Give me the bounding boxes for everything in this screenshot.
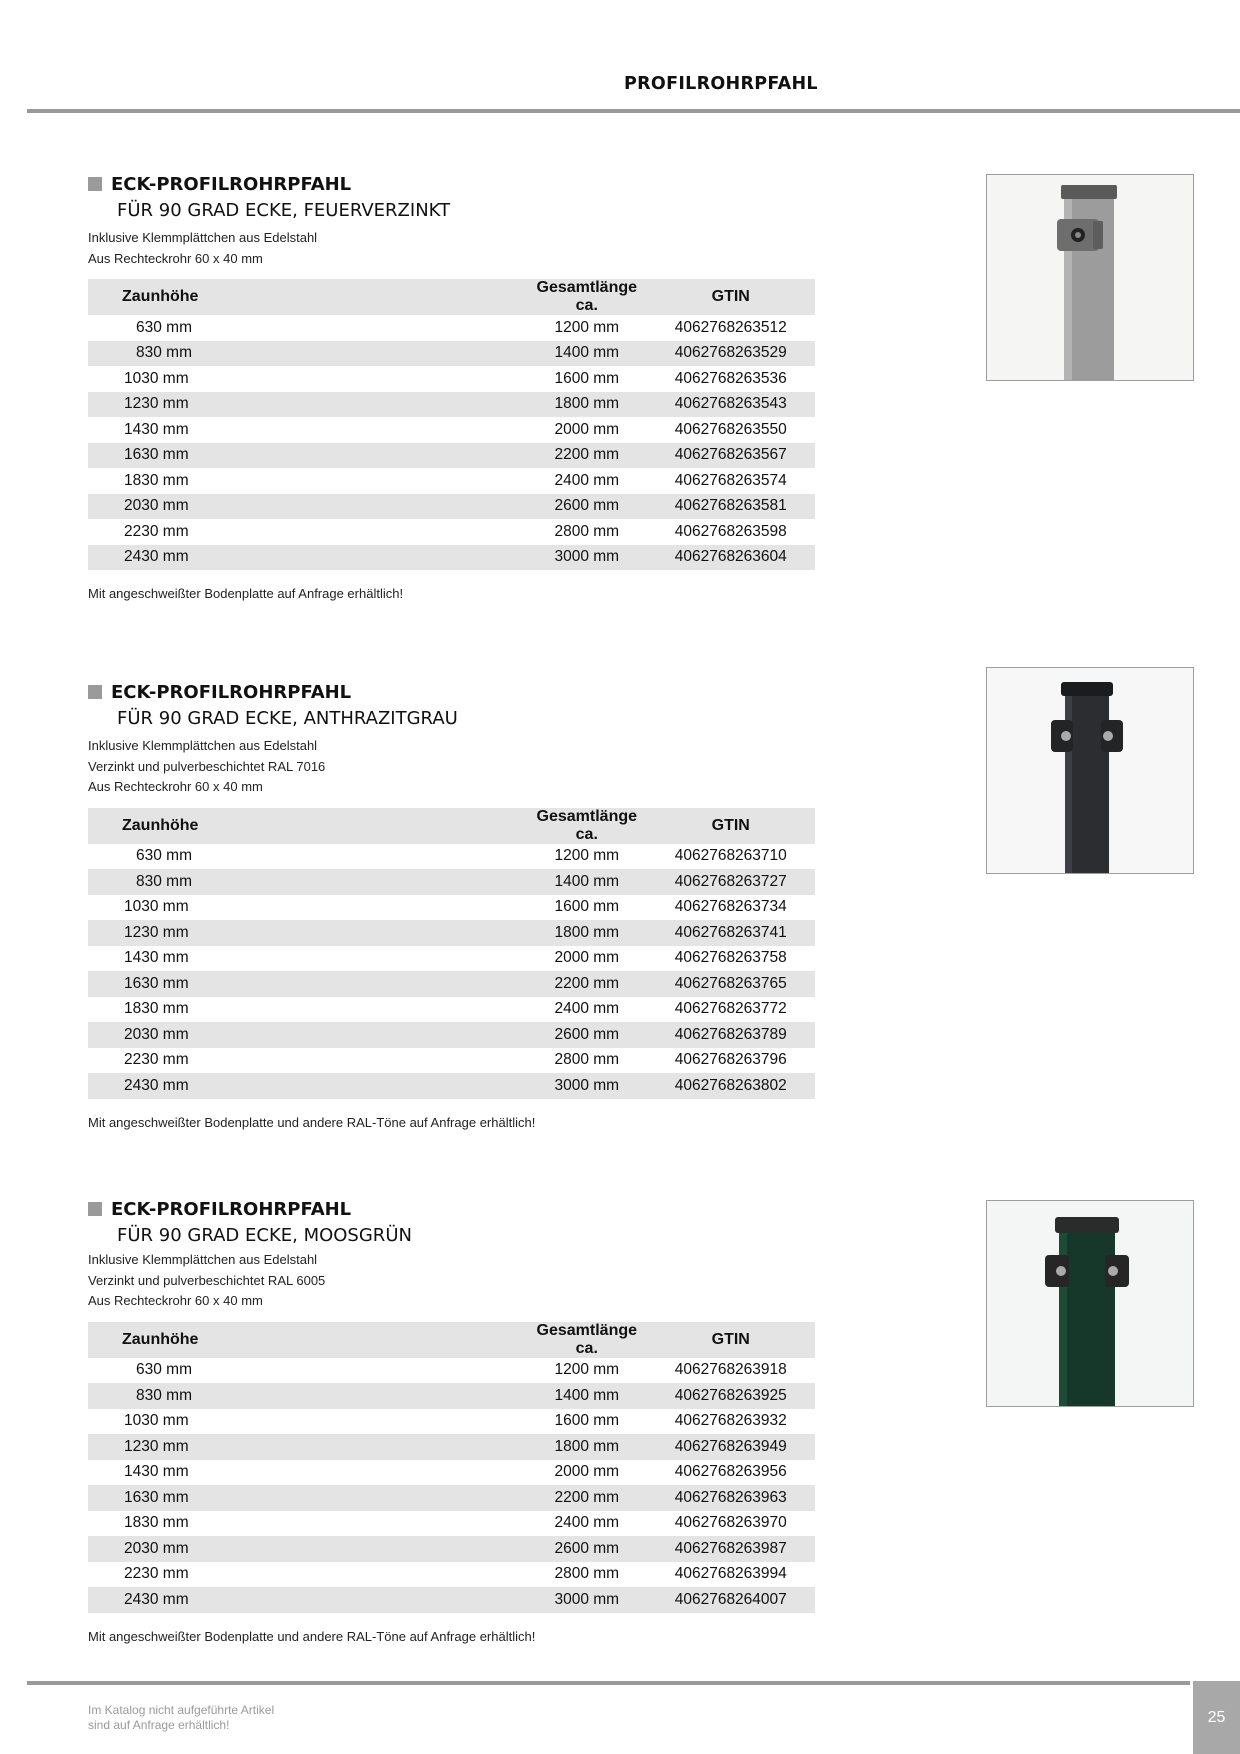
table-row [88, 468, 815, 494]
column-header-gtin: GTIN [647, 279, 815, 315]
length-cell: 3000 mm [527, 1587, 646, 1613]
gtin-cell: 4062768263765 [647, 971, 815, 997]
section-note: Mit angeschweißter Bodenplatte auf Anfrage erhältlich! [88, 586, 404, 601]
length-cell: 1600 mm [554, 898, 620, 916]
description-line: Aus Rechteckrohr 60 x 40 mm [88, 1293, 263, 1308]
square-bullet-icon [88, 177, 102, 191]
footer-divider [27, 1681, 1190, 1685]
table-row [88, 1022, 815, 1048]
gtin-cell: 4062768263550 [674, 420, 787, 438]
length-cell: 2600 mm [527, 1536, 646, 1562]
description-line: Aus Rechteckrohr 60 x 40 mm [88, 250, 263, 266]
height-cell: 1630 mm [88, 971, 527, 997]
length-cell: 1200 mm [554, 318, 620, 336]
height-cell: 830 mm [88, 869, 527, 895]
height-cell: 1030 mm [124, 369, 189, 387]
table-row [88, 946, 815, 972]
section-title-text: ECK-PROFILROHRPFAHL [111, 173, 352, 195]
section-description [88, 736, 816, 798]
page-number: 25 [1193, 1681, 1240, 1754]
description-line: Inklusive Klemmplättchen aus Edelstahl [88, 230, 318, 245]
length-cell: 2400 mm [554, 1000, 620, 1018]
gtin-cell: 4062768263567 [647, 443, 815, 469]
length-cell: 2600 mm [527, 494, 646, 520]
section-title-text: ECK-PROFILROHRPFAHL [111, 681, 352, 703]
height-cell: 830 mm [88, 341, 527, 367]
length-cell: 1400 mm [527, 869, 646, 895]
length-cell: 1800 mm [527, 920, 646, 946]
table-row [88, 1511, 815, 1537]
footer-note-line: sind auf Anfrage erhältlich! [88, 1718, 230, 1732]
height-cell: 2430 mm [88, 1073, 527, 1099]
height-cell: 1830 mm [124, 1514, 189, 1532]
section-note: Mit angeschweißter Bodenplatte und andere RAL-Töne auf Anfrage erhältlich! [88, 1114, 536, 1130]
table-row [88, 1358, 815, 1384]
gtin-cell: 4062768263925 [647, 1383, 815, 1409]
height-cell: 1430 mm [124, 949, 189, 967]
table-row [88, 1562, 815, 1588]
length-cell: 2200 mm [527, 1485, 646, 1511]
gtin-cell: 4062768263536 [674, 369, 787, 387]
table-row [88, 920, 815, 946]
table-row [88, 1409, 815, 1435]
product-section-moss-green [88, 1197, 816, 1644]
table-row [88, 844, 815, 870]
column-header-height: Zaunhöhe [88, 279, 527, 315]
height-cell: 2030 mm [88, 1536, 527, 1562]
height-cell: 1430 mm [124, 420, 189, 438]
section-note: Mit angeschweißter Bodenplatte und andere RAL-Töne auf Anfrage erhältlich! [88, 1628, 536, 1644]
gtin-cell: 4062768263710 [674, 847, 787, 865]
height-cell: 1030 mm [124, 898, 189, 916]
product-image-galvanized [986, 174, 1194, 381]
height-cell: 1230 mm [88, 920, 527, 946]
height-cell: 2030 mm [88, 1022, 527, 1048]
spec-table [88, 1322, 815, 1613]
table-row [88, 1460, 815, 1486]
height-cell: 1830 mm [124, 1000, 189, 1018]
height-cell: 630 mm [136, 318, 192, 336]
gtin-cell: 4062768263581 [647, 494, 815, 520]
section-subtitle: FÜR 90 GRAD ECKE, ANTHRAZITGRAU [117, 708, 458, 729]
product-section-galvanized [88, 172, 816, 601]
section-title [88, 172, 816, 196]
table-header-row [88, 279, 815, 315]
table-row [88, 545, 815, 571]
spec-table [88, 808, 815, 1099]
product-section-anthracite [88, 680, 816, 1130]
section-subtitle: FÜR 90 GRAD ECKE, FEUERVERZINKT [117, 200, 451, 221]
column-header-length: Gesamtlänge ca. [527, 279, 646, 315]
column-header-gtin: GTIN [647, 808, 815, 844]
gtin-cell: 4062768263789 [647, 1022, 815, 1048]
table-row [88, 997, 815, 1023]
gtin-cell: 4062768263956 [674, 1463, 787, 1481]
gtin-cell: 4062768263918 [674, 1361, 787, 1379]
table-row [88, 1485, 815, 1511]
column-header-height: Zaunhöhe [88, 1322, 527, 1358]
description-line: Verzinkt und pulverbeschichtet RAL 6005 [88, 1272, 326, 1288]
table-row [88, 1048, 815, 1074]
length-cell: 1400 mm [527, 341, 646, 367]
page-header-title: PROFILROHRPFAHL [624, 74, 818, 94]
gtin-cell: 4062768263802 [647, 1073, 815, 1099]
height-cell: 2230 mm [124, 1565, 189, 1583]
length-cell: 1200 mm [554, 1361, 620, 1379]
length-cell: 3000 mm [527, 545, 646, 571]
post-cap [1061, 185, 1117, 199]
table-header-row [88, 808, 815, 844]
height-cell: 1230 mm [88, 392, 527, 418]
gtin-cell: 4062768263970 [674, 1514, 787, 1532]
section-description [88, 228, 816, 269]
height-cell: 1030 mm [124, 1412, 189, 1430]
section-title [88, 680, 816, 704]
square-bullet-icon [88, 1202, 102, 1216]
table-row [88, 417, 815, 443]
height-cell: 1630 mm [88, 1485, 527, 1511]
gtin-cell: 4062768263598 [674, 522, 787, 540]
footer-note-line: Im Katalog nicht aufgeführte Artikel [88, 1703, 275, 1717]
height-cell: 830 mm [88, 1383, 527, 1409]
table-row [88, 869, 815, 895]
length-cell: 2200 mm [527, 443, 646, 469]
gtin-cell: 4062768263604 [647, 545, 815, 571]
length-cell: 2800 mm [554, 1565, 620, 1583]
gtin-cell: 4062768263574 [674, 471, 787, 489]
header-divider [27, 109, 1240, 113]
length-cell: 1400 mm [527, 1383, 646, 1409]
length-cell: 2400 mm [554, 1514, 620, 1532]
gtin-cell: 4062768264007 [647, 1587, 815, 1613]
height-cell: 630 mm [136, 1361, 192, 1379]
gtin-cell: 4062768263772 [674, 1000, 787, 1018]
length-cell: 2800 mm [554, 522, 620, 540]
table-row [88, 1383, 815, 1409]
length-cell: 3000 mm [527, 1073, 646, 1099]
section-title [88, 1197, 816, 1221]
gtin-cell: 4062768263512 [674, 318, 787, 336]
gtin-cell: 4062768263543 [647, 392, 815, 418]
table-row [88, 366, 815, 392]
length-cell: 1200 mm [554, 847, 620, 865]
gtin-cell: 4062768263796 [674, 1051, 787, 1069]
height-cell: 1230 mm [88, 1434, 527, 1460]
table-row [88, 315, 815, 341]
height-cell: 2230 mm [124, 1051, 189, 1069]
table-row [88, 392, 815, 418]
table-row [88, 494, 815, 520]
length-cell: 1600 mm [554, 1412, 620, 1430]
gtin-cell: 4062768263741 [647, 920, 815, 946]
column-header-length: Gesamtlänge ca. [527, 808, 646, 844]
height-cell: 1630 mm [88, 443, 527, 469]
description-line: Aus Rechteckrohr 60 x 40 mm [88, 779, 263, 794]
post-cap [1055, 1217, 1119, 1233]
table-row [88, 895, 815, 921]
description-line: Verzinkt und pulverbeschichtet RAL 7016 [88, 758, 326, 774]
height-cell: 630 mm [136, 847, 192, 865]
height-cell: 2430 mm [88, 1587, 527, 1613]
length-cell: 2000 mm [554, 949, 620, 967]
length-cell: 2800 mm [554, 1051, 620, 1069]
height-cell: 2230 mm [124, 522, 189, 540]
square-bullet-icon [88, 685, 102, 699]
section-description [88, 1250, 816, 1312]
table-row [88, 1536, 815, 1562]
product-image-anthracite [986, 667, 1194, 874]
length-cell: 2600 mm [527, 1022, 646, 1048]
height-cell: 1830 mm [124, 471, 189, 489]
gtin-cell: 4062768263994 [674, 1565, 787, 1583]
length-cell: 1600 mm [554, 369, 620, 387]
section-title-text: ECK-PROFILROHRPFAHL [111, 1198, 352, 1220]
length-cell: 1800 mm [527, 1434, 646, 1460]
gtin-cell: 4062768263734 [674, 898, 787, 916]
description-line: Inklusive Klemmplättchen aus Edelstahl [88, 1252, 318, 1267]
table-row [88, 1587, 815, 1613]
table-row [88, 1073, 815, 1099]
column-header-gtin: GTIN [647, 1322, 815, 1358]
spec-table [88, 279, 815, 570]
gtin-cell: 4062768263529 [647, 341, 815, 367]
gtin-cell: 4062768263963 [647, 1485, 815, 1511]
gtin-cell: 4062768263987 [647, 1536, 815, 1562]
length-cell: 2000 mm [554, 1463, 620, 1481]
description-line: Inklusive Klemmplättchen aus Edelstahl [88, 738, 318, 753]
gtin-cell: 4062768263758 [674, 949, 787, 967]
table-row [88, 341, 815, 367]
table-row [88, 971, 815, 997]
height-cell: 2430 mm [88, 545, 527, 571]
height-cell: 2030 mm [88, 494, 527, 520]
length-cell: 2000 mm [554, 420, 620, 438]
height-cell: 1430 mm [124, 1463, 189, 1481]
gtin-cell: 4062768263727 [647, 869, 815, 895]
section-subtitle: FÜR 90 GRAD ECKE, MOOSGRÜN [117, 1225, 412, 1246]
post-body [1059, 1223, 1115, 1406]
footer-note [88, 1703, 274, 1733]
column-header-height: Zaunhöhe [88, 808, 527, 844]
table-row [88, 1434, 815, 1460]
column-header-length: Gesamtlänge ca. [527, 1322, 646, 1358]
gtin-cell: 4062768263949 [647, 1434, 815, 1460]
table-row [88, 443, 815, 469]
length-cell: 2200 mm [527, 971, 646, 997]
table-row [88, 519, 815, 545]
post-cap [1061, 682, 1113, 696]
length-cell: 2400 mm [554, 471, 620, 489]
table-header-row [88, 1322, 815, 1358]
length-cell: 1800 mm [527, 392, 646, 418]
product-image-moss-green [986, 1200, 1194, 1407]
gtin-cell: 4062768263932 [674, 1412, 787, 1430]
